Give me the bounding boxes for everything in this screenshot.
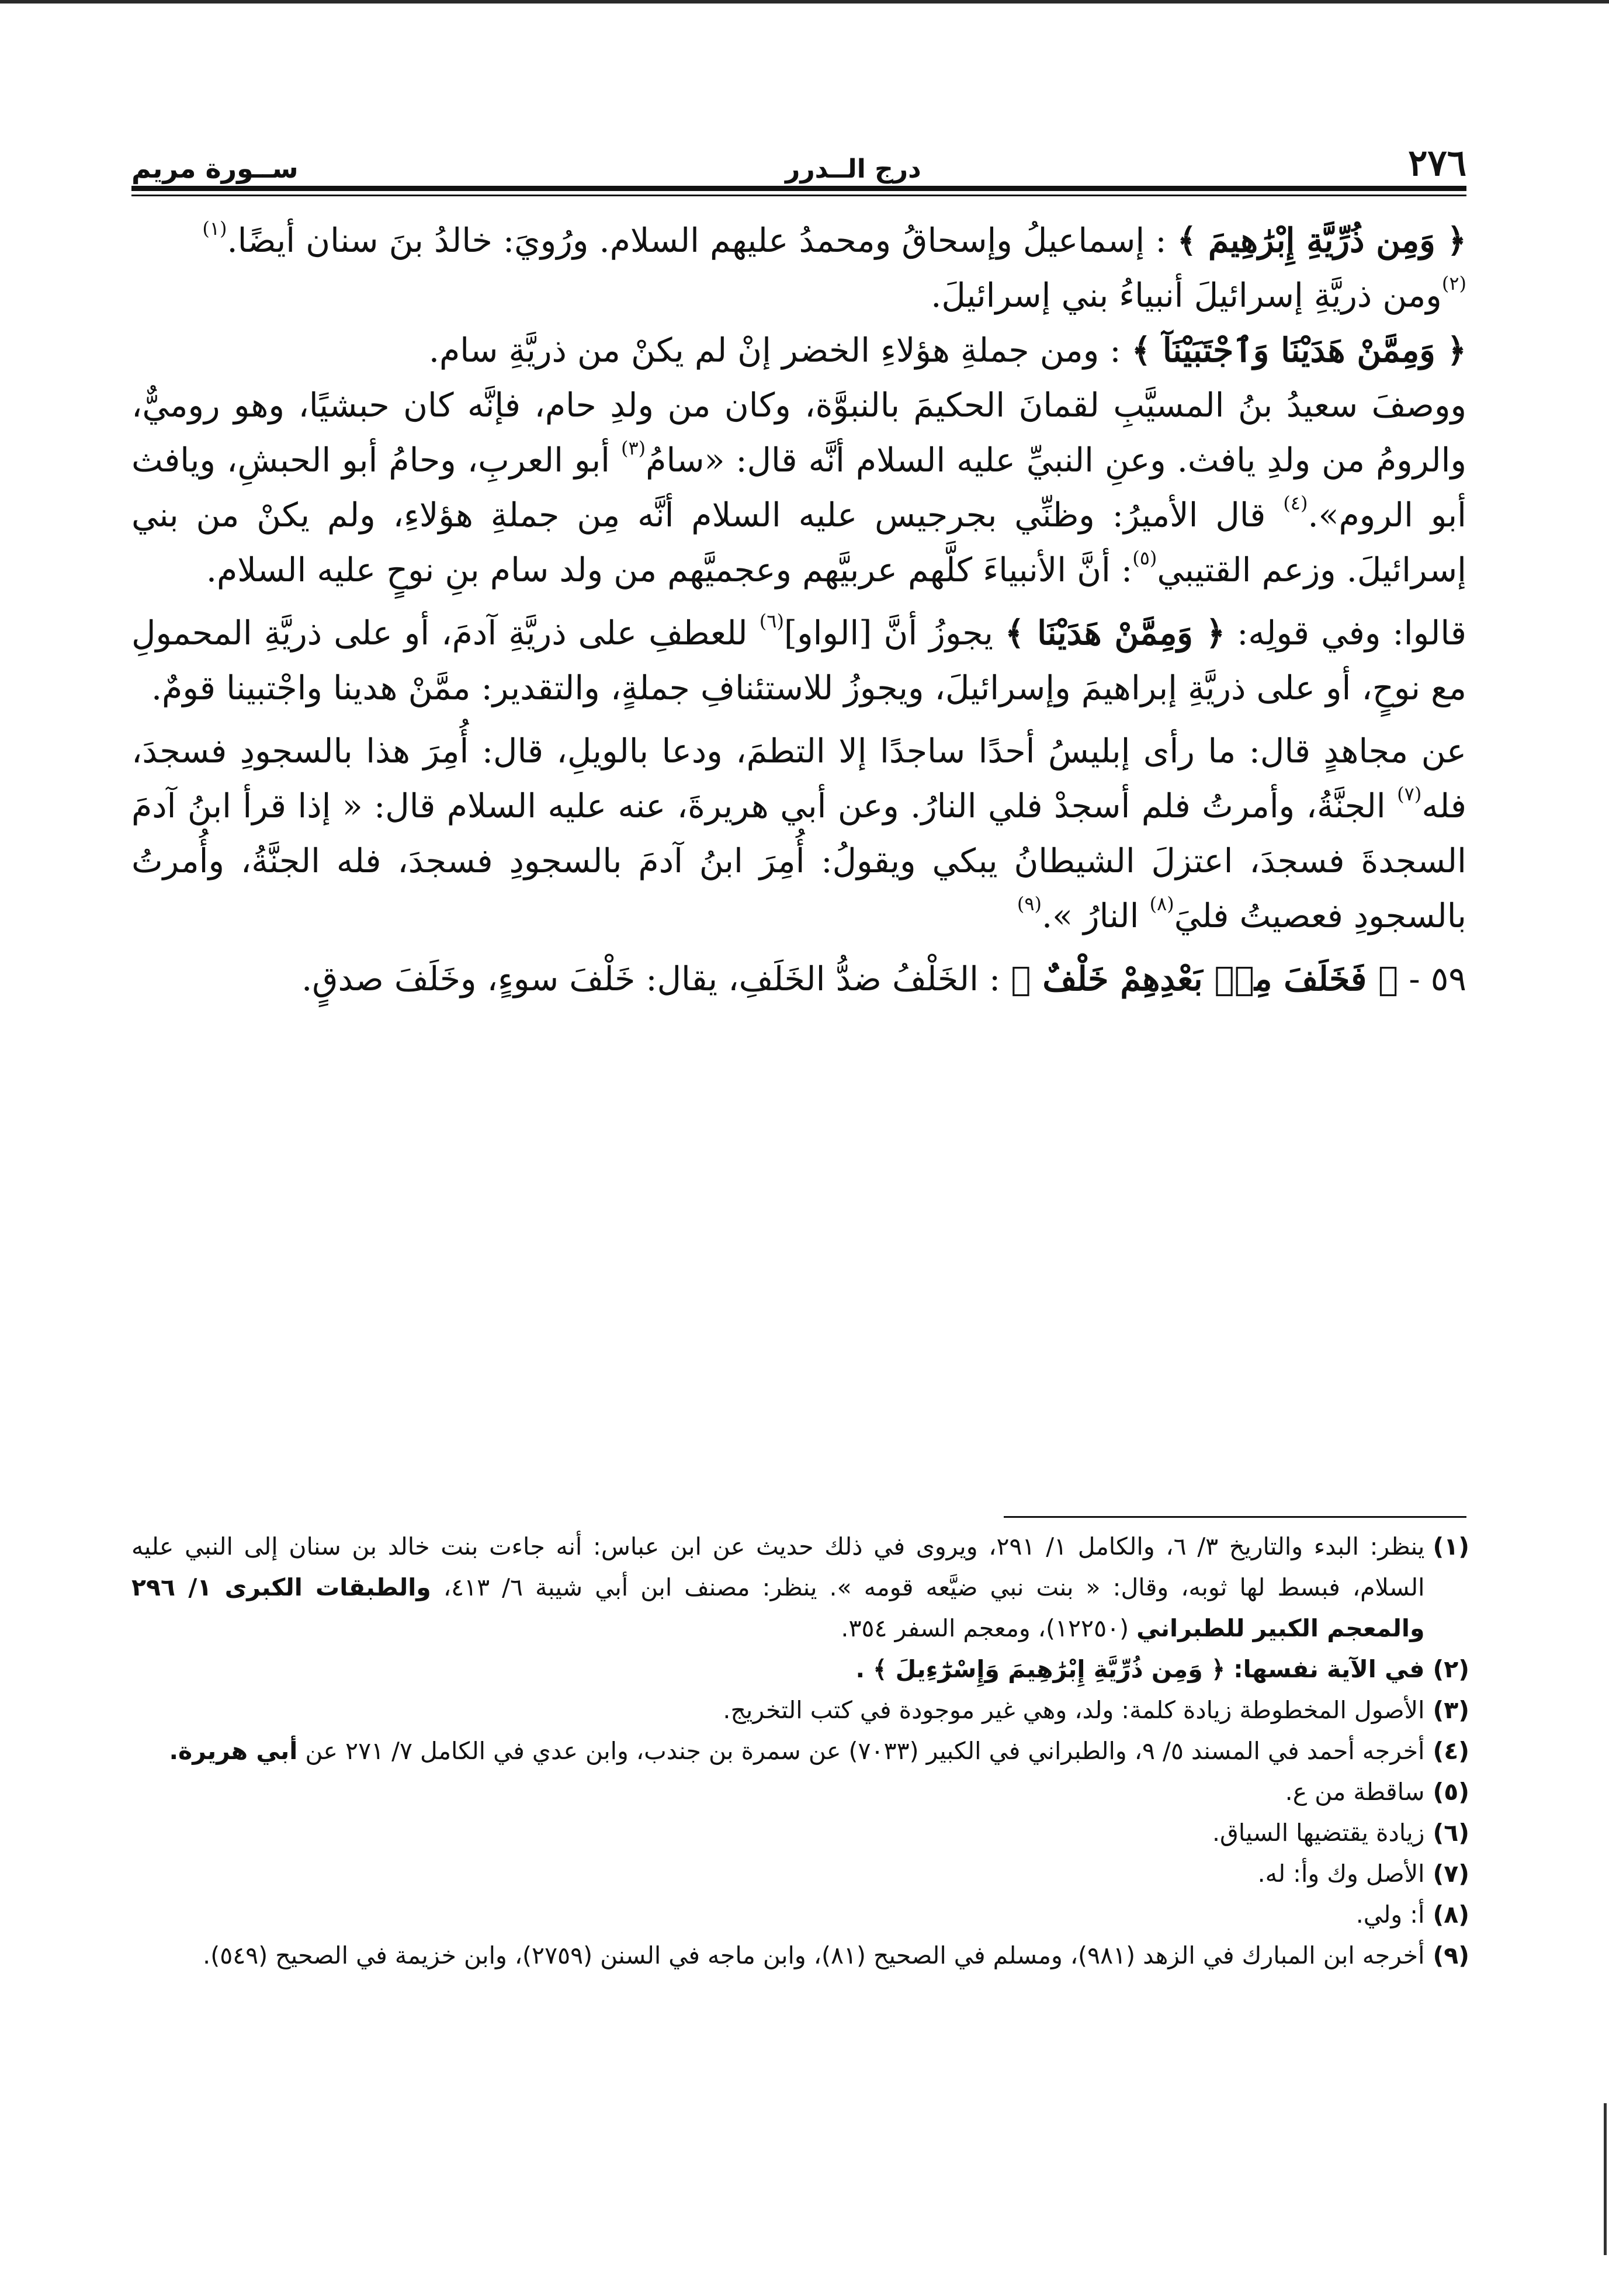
- footnote-body: في الآية نفسها:: [1225, 1655, 1425, 1683]
- footnote-2: [131, 1649, 1469, 1690]
- footnote-number: (٩): [1433, 1941, 1469, 1969]
- footnote-text: الأصل وك وأ: له.: [1257, 1860, 1425, 1888]
- footnote-bold: والطبقات الكبرى ١/ ٢٩٦ والمعجم الكبير للطبراني: [131, 1573, 1425, 1642]
- footnote-7: [131, 1853, 1469, 1894]
- paragraph-text: : أنَّ الأنبياءَ كلَّهم عربيَّهم وعجميَّهم من ولد سام بنِ نوحٍ عليه السلام.: [206, 551, 1133, 589]
- header-rule-thick: [131, 186, 1466, 191]
- footnote-bold: أبي هريرة.: [169, 1737, 298, 1765]
- footnote-ref[interactable]: (٨): [1149, 893, 1174, 915]
- paragraph-6: [131, 724, 1466, 944]
- running-header: [131, 120, 1466, 184]
- footnote-ref[interactable]: (٧): [1397, 783, 1422, 806]
- page-number: ٢٧٦: [1408, 141, 1466, 184]
- paragraph-text: : الخَلْفُ ضدُّ الخَلَفِ، يقال: خَلْفَ سوءٍ، وخَلَفَ صدقٍ.: [301, 960, 1011, 998]
- surah-name: ســورة مريم: [131, 152, 299, 184]
- footnote-body: أخرجه أحمد في المسند ٥/ ٩، والطبراني في الكبير (٧٠٣٣) عن سمرة بن جندب، وابن عدي في الكامل ٧/ ٢٧١ عن: [297, 1737, 1425, 1765]
- paragraph-text: الجنَّةُ، وأمرتُ فلم أسجدْ فلي النارُ. وعن أبي هريرةَ، عنه عليه السلام قال: « إذا قرأ ابنُ آدمَ السجدةَ فسجدَ، اعتزلَ الشيطانُ يبكي ويقولُ: أُمِرَ ابنُ آدمَ بالسجودِ فسجدَ، فله الجنَّةُ، وأُمرتُ بالسجودِ فعصيتُ فليَ: [131, 787, 1466, 935]
- quran-quote: ﴿ وَمِن ذُرِّيَّةِ إِبْرَٰهِيمَ ﴾: [1177, 221, 1466, 260]
- paragraph-2: [131, 268, 1466, 323]
- footnote-number: (٥): [1433, 1778, 1469, 1806]
- footnote-separator: [1004, 1516, 1466, 1518]
- paragraph-text: ووصفَ سعيدُ بنُ المسيَّبِ لقمانَ الحكيمَ بالنبوَّة، وكان من ولدِ حام، فإنَّه كان حبشيًا، وهو روميٌّ، والرومُ من ولدِ يافث. وعنِ النبيِّ عليه السلام أنَّه قال: «سامُ: [131, 386, 1466, 480]
- footnote-ref[interactable]: (٤): [1283, 492, 1308, 515]
- quran-quote: ﴿ وَمِمَّنْ هَدَيْنَا ﴾: [1005, 613, 1226, 653]
- footnote-ref[interactable]: (٩): [1017, 893, 1042, 915]
- footnote-5: [131, 1771, 1469, 1812]
- footnote-number: (١): [1433, 1532, 1469, 1560]
- paragraph-text: يجوزُ أنَّ [الواو]: [783, 614, 1005, 653]
- quran-quote: ﴿ فَخَلَفَ مِنۢ بَعْدِهِمْ خَلْفٌ ﴾: [1011, 959, 1399, 998]
- footnote-text: أ: ولي.: [1355, 1900, 1425, 1929]
- footnote-ref[interactable]: (٦): [759, 610, 784, 633]
- footnote-number: (٣): [1433, 1696, 1469, 1724]
- footnote-8: [131, 1894, 1469, 1935]
- paragraph-3: [131, 323, 1466, 378]
- footnote-text: ساقطة من ع.: [1285, 1778, 1425, 1806]
- footnote-3: [131, 1690, 1469, 1730]
- footnote-text: [131, 1730, 1424, 1771]
- paragraph-4: [131, 378, 1466, 598]
- footnote-number: (٢): [1433, 1655, 1469, 1683]
- scan-edge-mark: [1604, 2103, 1607, 2255]
- paragraph-text: : إسماعيلُ وإسحاقُ ومحمدُ عليهم السلام. ورُويَ: خالدُ بنَ سنان أيضًا.: [227, 221, 1177, 260]
- footnote-tail: (١٢٢٥٠)، ومعجم السفر ٣٥٤.: [841, 1614, 1137, 1642]
- footnote-bold: ﴿ وَمِن ذُرِّيَّةِ إِبْرَٰهِيمَ وَإِسْرَٰٓءِيلَ ﴾ .: [855, 1655, 1225, 1683]
- footnote-text: أخرجه ابن المبارك في الزهد (٩٨١)، ومسلم في الصحيح (٨١)، وابن ماجه في السنن (٢٧٥٩)، وابن خزيمة في الصحيح (٥٤٩).: [203, 1941, 1425, 1969]
- paragraph-text: : ومن جملةِ هؤلاءِ الخضر إنْ لم يكنْ من ذريَّةِ سام.: [428, 331, 1132, 370]
- footnote-text: [131, 1649, 1424, 1690]
- footnote-4: [131, 1730, 1469, 1771]
- footnote-ref[interactable]: (١): [202, 217, 227, 240]
- footnote-ref[interactable]: (٢): [1441, 272, 1466, 295]
- header-rule-thin: [131, 195, 1466, 196]
- footnote-text: [131, 1526, 1424, 1649]
- paragraph-text: النارُ ».: [1042, 897, 1150, 935]
- footnote-9: [131, 1935, 1469, 1976]
- quran-quote: ﴿ وَمِمَّنْ هَدَيْنَا وَٱجْتَبَيْنَآ ﴾: [1131, 331, 1466, 370]
- paragraph-5: [131, 606, 1466, 716]
- paragraph-7: [131, 952, 1466, 1007]
- main-text: [131, 213, 1466, 1007]
- footnote-number: (٦): [1433, 1819, 1469, 1847]
- footnote-text: زيادة يقتضيها السياق.: [1212, 1819, 1425, 1847]
- paragraph-text: أبو العربِ، وحامُ أبو الحبشِ، ويافث أبو الروم».: [131, 441, 1466, 535]
- paragraph-1: [131, 213, 1466, 268]
- paragraph-text: عن مجاهدٍ قال: ما رأى إبليسُ أحدًا ساجدًا إلا التطمَ، ودعا بالويلِ، قال: أُمِرَ هذا بالسجودِ فسجدَ، فله: [131, 732, 1466, 826]
- scan-top-border: [0, 0, 1609, 4]
- footnote-body: ينظر: البدء والتاريخ ٣/ ٦، والكامل ١/ ٢٩١، ويروى في ذلك حديث عن ابن عباس: أنه جاءت بنت خالد بن سنان إلى النبي عليه السلام، فبسط لها ثوبه، وقال: « بنت نبي ضيَّعه قومه ». ينظر: مصنف ابن أبي شيبة ٦/ ٤١٣،: [131, 1532, 1425, 1601]
- paragraph-text: ومن ذريَّةِ إسرائيلَ أنبياءُ بني إسرائيلَ.: [931, 276, 1442, 315]
- footnote-number: (٨): [1433, 1900, 1469, 1929]
- footnote-text: الأصول المخطوطة زيادة كلمة: ولد، وهي غير موجودة في كتب التخريج.: [723, 1696, 1425, 1724]
- footnote-number: (٧): [1433, 1860, 1469, 1888]
- footnote-number: (٤): [1433, 1737, 1469, 1765]
- footnote-6: [131, 1812, 1469, 1853]
- footnotes: [131, 1526, 1469, 1976]
- footnote-ref[interactable]: (٥): [1132, 547, 1157, 570]
- paragraph-text: للعطفِ على ذريَّةِ آدمَ، أو على ذريَّةِ المحمولِ مع نوحٍ، أو على ذريَّةِ إبراهيمَ وإسرائيلَ، ويجوزُ للاستئنافِ جملةٍ، والتقدير: ممَّنْ هدينا واجْتبينا قومٌ.: [131, 614, 1466, 707]
- paragraph-text: قالوا: وفي قولِه:: [1225, 614, 1466, 653]
- footnote-ref[interactable]: (٣): [621, 437, 646, 460]
- verse-number: ٥٩ -: [1398, 960, 1466, 998]
- book-title: درج الــدرر: [785, 154, 921, 184]
- paragraph-text: قال الأميرُ: وظنِّي بجرجيس عليه السلام أنَّه مِن جملةِ هؤلاءِ، ولم يكنْ من بني إسرائيلَ. وزعم القتيبي: [131, 496, 1466, 589]
- footnote-1: [131, 1526, 1469, 1649]
